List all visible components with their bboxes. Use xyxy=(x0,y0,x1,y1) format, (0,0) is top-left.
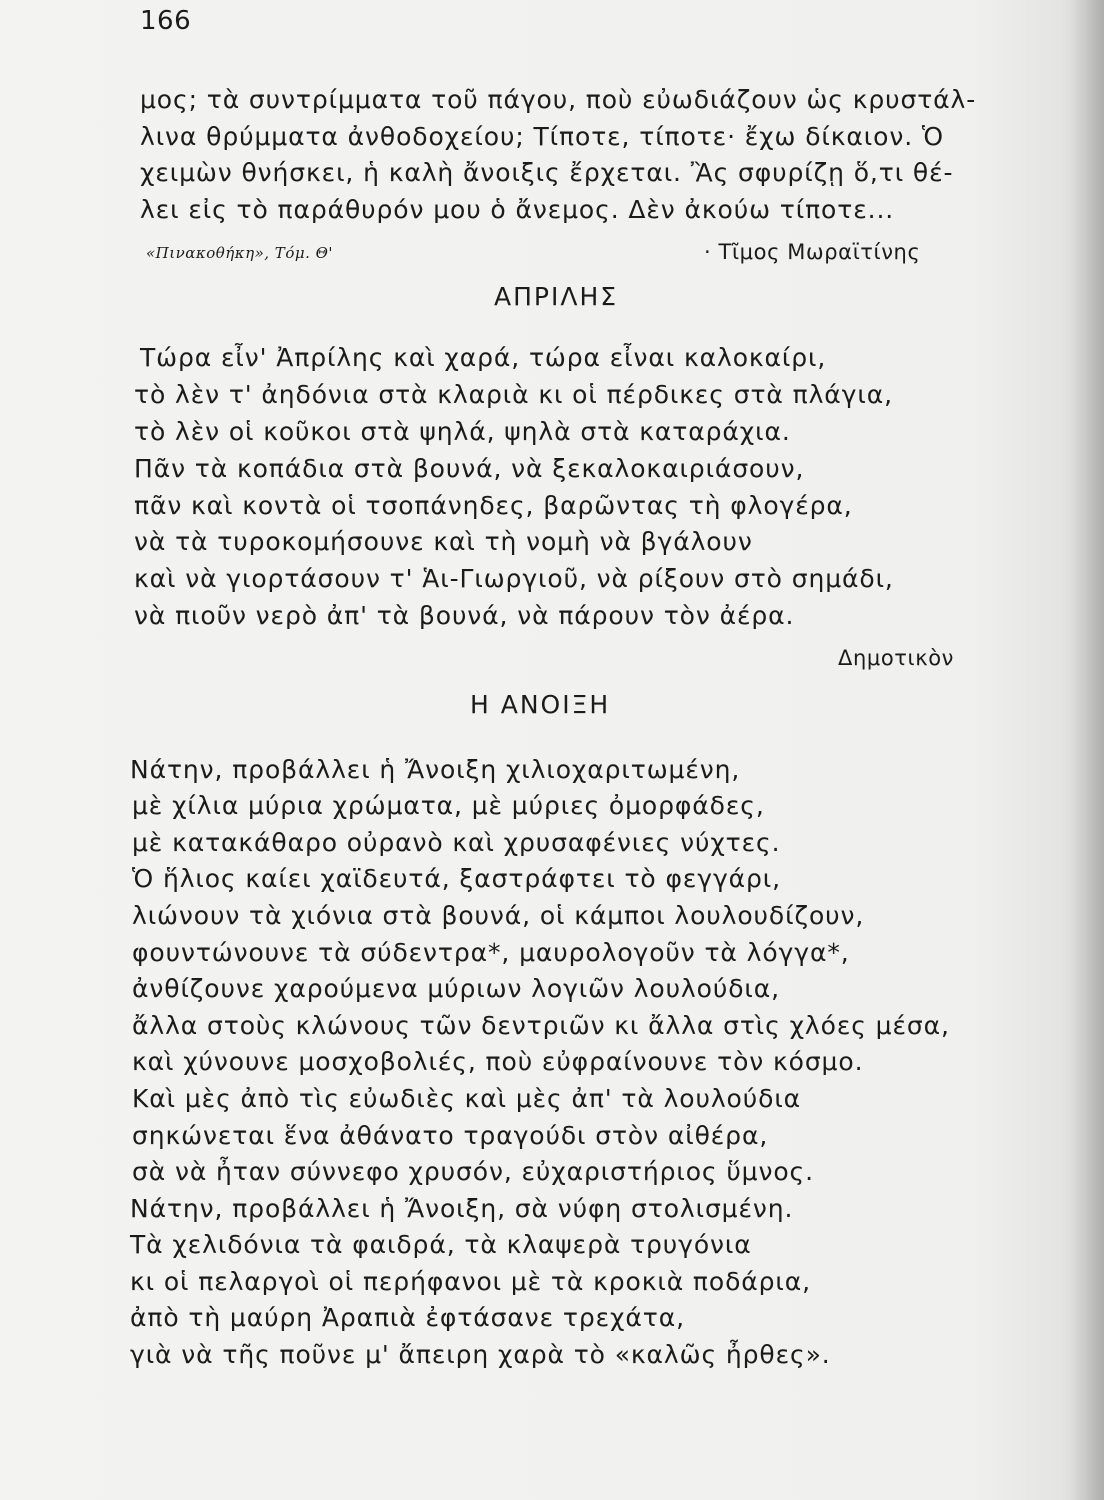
poem-line: νὰ πιοῦν νερὸ ἀπ' τὰ βουνά, νὰ πάρουν τὸν ἀέρα. xyxy=(134,601,795,630)
poem-line: καὶ χύνουνε μοσχοβολιές, ποὺ εὐφραίνουνε τὸν κόσμο. xyxy=(132,1047,864,1076)
poem-line: Πᾶν τὰ κοπάδια στὰ βουνά, νὰ ξεκαλοκαιριάσουν, xyxy=(134,454,805,483)
poem-line: καὶ νὰ γιορτάσουν τ' Ἁι-Γιωργιοῦ, νὰ ρίξουν στὸ σημάδι, xyxy=(134,564,894,593)
poem-line: μὲ κατακάθαρο οὐρανὸ καὶ χρυσαφένιες νύχτες. xyxy=(132,828,781,857)
page-number: 166 xyxy=(140,6,192,36)
prose-line: χειμὼν θνήσκει, ἡ καλὴ ἄνοιξις ἔρχεται. Ἂς σφυρίζῃ ὅ,τι θέ- xyxy=(140,158,954,187)
poem-line: σηκώνεται ἕνα ἀθάνατο τραγούδι στὸν αἰθέρα, xyxy=(132,1121,769,1150)
poem-line: ἀπὸ τὴ μαύρη Ἀραπιὰ ἐφτάσανε τρεχάτα, xyxy=(130,1303,685,1332)
poem-line: ἄλλα στοὺς κλώνους τῶν δεντριῶν κι ἄλλα στὶς χλόες μέσα, xyxy=(132,1011,950,1040)
poem-title: Η ΑΝΟΙΞΗ xyxy=(470,690,611,719)
poem-title: ΑΠΡΙΛΗΣ xyxy=(494,282,619,311)
poem-line: γιὰ νὰ τῆς ποῦνε μ' ἄπειρη χαρὰ τὸ «καλῶς ἦρθες». xyxy=(130,1340,831,1369)
poem-line: ἀνθίζουνε χαρούμενα μύριων λογιῶν λουλούδια, xyxy=(132,974,780,1003)
poem-line: Νάτην, προβάλλει ἡ Ἄνοιξη, σὰ νύφη στολισμένη. xyxy=(130,1194,794,1223)
poem-line: σὰ νὰ ἦταν σύννεφο χρυσόν, εὐχαριστήριος ὕμνος. xyxy=(132,1157,814,1186)
prose-line: λει εἰς τὸ παράθυρόν μου ὁ ἄνεμος. Δὲν ἀκούω τίποτε... xyxy=(140,195,895,224)
prose-source: «Πινακοθήκη», Τόμ. Θ' xyxy=(146,244,334,262)
prose-author: · Τῖμος Μωραϊτίνης xyxy=(704,240,921,264)
poem-line: Νάτην, προβάλλει ἡ Ἄνοιξη χιλιοχαριτωμένη, xyxy=(130,755,741,784)
poem-line: μὲ χίλια μύρια χρώματα, μὲ μύριες ὀμορφάδες, xyxy=(132,791,765,820)
poem-line: φουντώνουνε τὰ σύδεντρα*, μαυρολογοῦν τὰ λόγγα*, xyxy=(132,938,850,967)
prose-line: λινα θρύμματα ἀνθοδοχείου; Τίποτε, τίποτε· ἔχω δίκαιον. Ὁ xyxy=(140,122,944,151)
poem-line: λιώνουν τὰ χιόνια στὰ βουνά, οἱ κάμποι λουλουδίζουν, xyxy=(132,901,865,930)
poem-line: τὸ λὲν οἱ κοῦκοι στὰ ψηλά, ψηλὰ στὰ καταράχια. xyxy=(134,417,791,446)
poem-line: κι οἱ πελαργοὶ οἱ περήφανοι μὲ τὰ κροκιὰ ποδάρια, xyxy=(130,1267,812,1296)
poem-line: τὸ λὲν τ' ἀηδόνια στὰ κλαριὰ κι οἱ πέρδικες στὰ πλάγια, xyxy=(134,380,893,409)
poem-line: Καὶ μὲς ἀπὸ τὶς εὐωδιὲς καὶ μὲς ἀπ' τὰ λουλούδια xyxy=(132,1084,802,1113)
poem-author: Δημοτικὸν xyxy=(838,646,954,670)
page-edge-shadow xyxy=(1070,0,1104,1500)
poem-line: πᾶν καὶ κοντὰ οἱ τσοπάνηδες, βαρῶντας τὴ φλογέρα, xyxy=(134,491,853,520)
prose-line: μος; τὰ συντρίμματα τοῦ πάγου, ποὺ εὐωδιάζουν ὡς κρυστάλ- xyxy=(140,85,977,114)
poem-line: Τὰ χελιδόνια τὰ φαιδρά, τὰ κλαψερὰ τρυγόνια xyxy=(130,1230,752,1259)
poem-line: νὰ τὰ τυροκομήσουνε καὶ τὴ νομὴ νὰ βγάλουν xyxy=(134,527,753,556)
poem-line: Τώρα εἶν' Ἀπρίλης καὶ χαρά, τώρα εἶναι καλοκαίρι, xyxy=(140,343,827,372)
poem-line: Ὁ ἥλιος καίει χαϊδευτά, ξαστράφτει τὸ φεγγάρι, xyxy=(132,864,782,893)
